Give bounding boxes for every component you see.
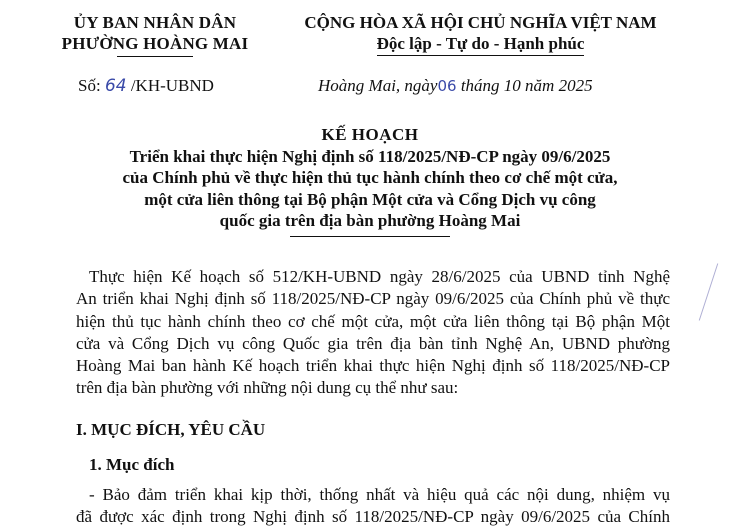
doc-number-suffix: /KH-UBND (130, 76, 214, 95)
title-underline (290, 236, 450, 237)
sub-heading-1: 1. Mục đích (89, 455, 175, 474)
issuing-agency (50, 12, 260, 57)
agency-underline (117, 56, 193, 57)
section-heading-1: I. MỤC ĐÍCH, YÊU CẦU (76, 420, 266, 439)
date-day-handwritten: 06 (437, 77, 457, 95)
national-motto: Độc lập - Tự do - Hạnh phúc (377, 33, 585, 56)
title-line-1: Triển khai thực hiện Nghị định số 118/2025/NĐ-CP ngày 09/6/2025 (129, 146, 611, 166)
paragraph-line: cửa và Cổng Dịch vụ công Quốc gia trên địa bàn tỉnh Nghệ An, UBND phường (76, 333, 670, 353)
paragraph-line: Thực hiện Kế hoạch số 512/KH-UBND ngày 28/6/2025 của UBND tỉnh Nghệ (89, 267, 670, 286)
document-number (78, 76, 214, 96)
title-line-2: của Chính phủ về thực hiện thủ tục hành chính theo cơ chế một cửa, (122, 168, 618, 187)
title-main: KẾ HOẠCH (321, 125, 419, 144)
date-prefix: Hoàng Mai, ngày (318, 76, 438, 95)
paragraph-line: hiện thủ tục hành chính theo cơ chế một cửa, một cửa liên thông tại Bộ phận Một (76, 311, 670, 331)
doc-number-handwritten: 64 (104, 76, 127, 96)
paragraph-line: An triển khai Nghị định số 118/2025/NĐ-CP ngày 09/6/2025 của Chính phủ về thực (76, 289, 670, 309)
paragraph-line: Hoàng Mai ban hành Kế hoạch triển khai thực hiện Nghị định số 118/2025/NĐ-CP (76, 356, 670, 376)
national-name: CỘNG HÒA XÃ HỘI CHỦ NGHĨA VIỆT NAM (304, 13, 657, 32)
agency-line-2: PHƯỜNG HOÀNG MAI (61, 34, 249, 53)
doc-number-prefix: Số: (78, 76, 101, 95)
paragraph-line: đã được xác định trong Nghị định số 118/2025/NĐ-CP ngày 09/6/2025 của Chính (76, 507, 670, 527)
paragraph-intro (76, 266, 670, 400)
paragraph-line: trên địa bàn phường với những nội dung cụ thể như sau: (76, 378, 459, 398)
pen-stroke-mark (699, 263, 718, 320)
national-header (278, 12, 683, 56)
title-line-3: một cửa liên thông tại Bộ phận Một cửa và Cổng Dịch vụ công (144, 189, 596, 209)
paragraph-purpose (76, 484, 670, 529)
title-line-4: quốc gia trên địa bàn phường Hoàng Mai (219, 211, 521, 230)
date-suffix: tháng 10 năm 2025 (456, 76, 593, 95)
agency-line-1: ỦY BAN NHÂN DÂN (73, 13, 237, 32)
document-title (60, 124, 680, 237)
document-date (318, 76, 593, 96)
paragraph-line: - Bảo đảm triển khai kịp thời, thống nhất và hiệu quả các nội dung, nhiệm vụ (89, 485, 670, 504)
